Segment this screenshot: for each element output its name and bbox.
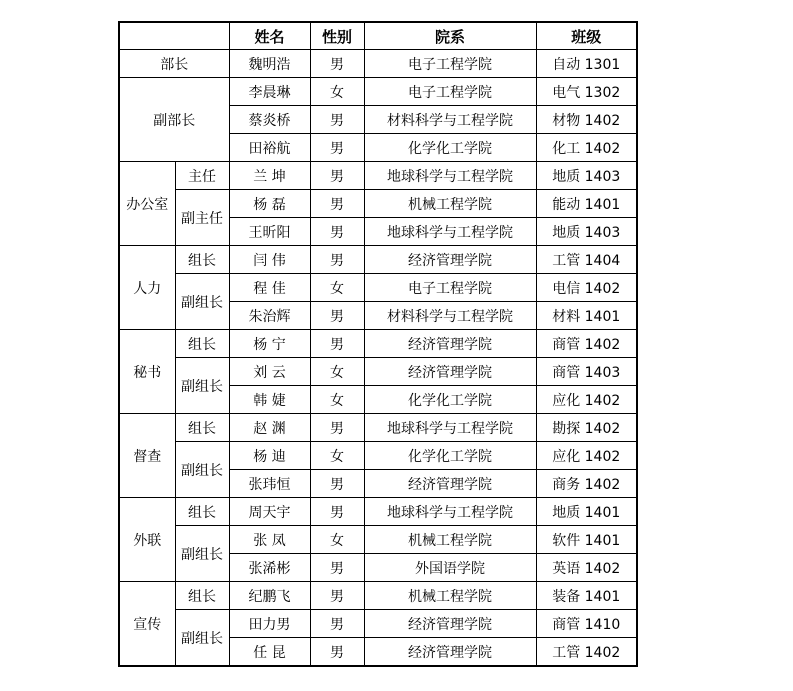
name-cell: 张 凤 [229,526,310,554]
dept-cell: 督查 [119,414,175,498]
gender-cell: 男 [310,470,364,498]
name-cell: 刘 云 [229,358,310,386]
college-cell: 电子工程学院 [364,50,536,78]
role-cell: 组长 [175,414,229,442]
gender-cell: 男 [310,498,364,526]
college-cell: 地球科学与工程学院 [364,162,536,190]
table-row [119,190,637,218]
college-cell: 外国语学院 [364,554,536,582]
college-cell: 经济管理学院 [364,246,536,274]
name-cell: 杨 迪 [229,442,310,470]
college-cell: 机械工程学院 [364,190,536,218]
table-row [119,582,637,610]
header-row [119,22,637,50]
gender-cell: 女 [310,78,364,106]
name-cell: 田裕航 [229,134,310,162]
college-cell: 化学化工学院 [364,442,536,470]
college-cell: 化学化工学院 [364,386,536,414]
college-cell: 电子工程学院 [364,78,536,106]
name-cell: 张玮恒 [229,470,310,498]
class-cell: 地质 1403 [536,162,637,190]
class-cell: 能动 1401 [536,190,637,218]
table-row [119,274,637,302]
college-cell: 经济管理学院 [364,638,536,667]
college-cell: 电子工程学院 [364,274,536,302]
name-cell: 任 昆 [229,638,310,667]
gender-cell: 男 [310,582,364,610]
dept-cell: 办公室 [119,162,175,246]
gender-cell: 女 [310,442,364,470]
name-cell: 杨 宁 [229,330,310,358]
role-cell: 副组长 [175,358,229,414]
class-cell: 化工 1402 [536,134,637,162]
gender-cell: 男 [310,302,364,330]
dept-cell: 部长 [119,50,229,78]
table-row [119,162,637,190]
table-row [119,414,637,442]
college-cell: 经济管理学院 [364,358,536,386]
role-cell: 组长 [175,498,229,526]
name-cell: 赵 渊 [229,414,310,442]
gender-cell: 男 [310,106,364,134]
name-cell: 张浠彬 [229,554,310,582]
gender-cell: 女 [310,274,364,302]
name-cell: 王昕阳 [229,218,310,246]
dept-cell: 副部长 [119,78,229,162]
class-cell: 应化 1402 [536,386,637,414]
gender-cell: 男 [310,134,364,162]
gender-cell: 男 [310,330,364,358]
header-college: 院系 [364,22,536,50]
class-cell: 工管 1402 [536,638,637,667]
gender-cell: 男 [310,50,364,78]
college-cell: 地球科学与工程学院 [364,218,536,246]
gender-cell: 女 [310,358,364,386]
college-cell: 机械工程学院 [364,526,536,554]
name-cell: 蔡炎桥 [229,106,310,134]
name-cell: 兰 坤 [229,162,310,190]
class-cell: 工管 1404 [536,246,637,274]
dept-cell: 秘书 [119,330,175,414]
table-row [119,498,637,526]
college-cell: 地球科学与工程学院 [364,414,536,442]
role-cell: 组长 [175,582,229,610]
class-cell: 商管 1403 [536,358,637,386]
class-cell: 勘探 1402 [536,414,637,442]
role-cell: 副组长 [175,526,229,582]
name-cell: 周天宇 [229,498,310,526]
name-cell: 朱治辉 [229,302,310,330]
gender-cell: 男 [310,190,364,218]
table-row [119,330,637,358]
role-cell: 主任 [175,162,229,190]
table-row [119,610,637,638]
dept-cell: 外联 [119,498,175,582]
name-cell: 李晨琳 [229,78,310,106]
gender-cell: 男 [310,414,364,442]
class-cell: 自动 1301 [536,50,637,78]
header-class: 班级 [536,22,637,50]
college-cell: 地球科学与工程学院 [364,498,536,526]
gender-cell: 男 [310,638,364,667]
college-cell: 经济管理学院 [364,330,536,358]
role-cell: 组长 [175,330,229,358]
class-cell: 材物 1402 [536,106,637,134]
table-row [119,442,637,470]
class-cell: 地质 1401 [536,498,637,526]
class-cell: 地质 1403 [536,218,637,246]
class-cell: 商务 1402 [536,470,637,498]
header-blank [119,22,229,50]
gender-cell: 男 [310,218,364,246]
college-cell: 材料科学与工程学院 [364,106,536,134]
class-cell: 电信 1402 [536,274,637,302]
college-cell: 机械工程学院 [364,582,536,610]
header-name: 姓名 [229,22,310,50]
gender-cell: 女 [310,526,364,554]
role-cell: 副主任 [175,190,229,246]
name-cell: 田力男 [229,610,310,638]
name-cell: 程 佳 [229,274,310,302]
college-cell: 化学化工学院 [364,134,536,162]
name-cell: 魏明浩 [229,50,310,78]
college-cell: 材料科学与工程学院 [364,302,536,330]
gender-cell: 男 [310,246,364,274]
role-cell: 副组长 [175,442,229,498]
table-row [119,246,637,274]
dept-cell: 人力 [119,246,175,330]
table-row [119,358,637,386]
class-cell: 电气 1302 [536,78,637,106]
class-cell: 材料 1401 [536,302,637,330]
role-cell: 副组长 [175,274,229,330]
name-cell: 纪鹏飞 [229,582,310,610]
gender-cell: 女 [310,386,364,414]
role-cell: 组长 [175,246,229,274]
class-cell: 应化 1402 [536,442,637,470]
college-cell: 经济管理学院 [364,610,536,638]
name-cell: 杨 磊 [229,190,310,218]
gender-cell: 男 [310,554,364,582]
roster-table [118,21,638,667]
role-cell: 副组长 [175,610,229,667]
college-cell: 经济管理学院 [364,470,536,498]
header-gender: 性别 [310,22,364,50]
gender-cell: 男 [310,162,364,190]
table-row [119,78,637,106]
dept-cell: 宣传 [119,582,175,667]
name-cell: 韩 婕 [229,386,310,414]
table-row [119,526,637,554]
class-cell: 装备 1401 [536,582,637,610]
class-cell: 商管 1402 [536,330,637,358]
name-cell: 闫 伟 [229,246,310,274]
class-cell: 英语 1402 [536,554,637,582]
table-row [119,50,637,78]
gender-cell: 男 [310,610,364,638]
class-cell: 商管 1410 [536,610,637,638]
class-cell: 软件 1401 [536,526,637,554]
